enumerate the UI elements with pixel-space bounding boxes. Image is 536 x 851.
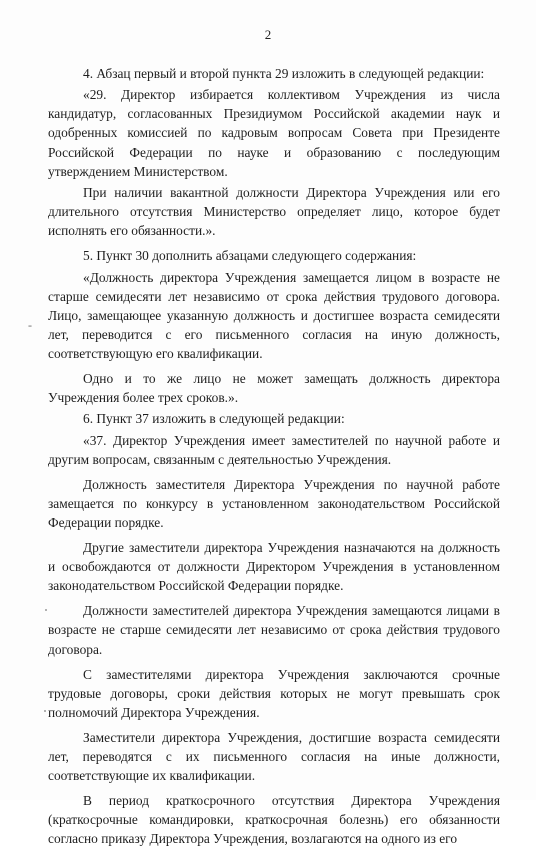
paragraph-clause-29: «29. Директор избирается коллективом Учреждения из числа кандидатур, согласованных Президиумом Российской академии наук и одобренных комиссией по кадровым вопросам Совета при Президенте Российской Федерации по науке и образованию с последующим утверждением Министерством. xyxy=(48,87,500,179)
paragraph-clause-37: «37. Директор Учреждения имеет заместителей по научной работе и другим вопросам, связанным с деятельностью Учреждения. xyxy=(48,432,500,467)
paragraph-item-6-heading: 6. Пункт 37 изложить в следующей редакции: xyxy=(83,411,345,427)
paragraph-absence: В период краткосрочного отсутствия Директора Учреждения (краткосрочные командировки, краткосрочная болезнь) его обязанности согласно приказу Директора Учреждения, возлагаются на одного из его xyxy=(48,793,500,847)
paragraph-deputy-competition: Должность заместителя Директора Учреждения по научной работе замещается по конкурсу в установленном законодательством Российской Федерации порядке. xyxy=(48,476,500,530)
paragraph-deputy-age: Должности заместителей директора Учреждения замещаются лицами в возрасте не старше семидесяти лет независимо от срока действия трудового договора. xyxy=(48,603,500,657)
paragraph-deputy-transfer: Заместители директора Учреждения, достигшие возраста семидесяти лет, переводятся с их письменного согласия на иные должности, соответствующие их квалификации. xyxy=(48,729,500,784)
document-body xyxy=(48,64,500,851)
paragraph-item-4-heading: 4. Абзац первый и второй пункта 29 изложить в следующей редакции: xyxy=(83,66,485,81)
paragraph-three-terms: Одно и то же лицо не может замещать должность директора Учреждения более трех сроков.». xyxy=(48,370,500,406)
scan-speck xyxy=(45,609,47,611)
page-number: 2 xyxy=(264,27,272,42)
paragraph-vacancy: При наличии вакантной должности Директора Учреждения или его длительного отсутствия Министерство определяет лицо, которое будет исполнять его обязанности.». xyxy=(48,184,500,239)
paragraph-director-age: «Должность директора Учреждения замещается лицом в возрасте не старше семидесяти лет независимо от срока действия трудового договора. Лицо, замещающее указанную должность и достигшее возраста семидесяти лет, переводится с его письменного согласия на иную должность, соответствующую его квалификации. xyxy=(48,269,500,361)
paragraph-other-deputies: Другие заместители директора Учреждения назначаются на должность и освобождаются от должности Директором Учреждения в установленном законодательством Российской Федерации порядке. xyxy=(48,540,500,594)
paragraph-item-5-heading: 5. Пункт 30 дополнить абзацами следующего содержания: xyxy=(83,248,417,264)
scan-speck xyxy=(44,710,46,712)
margin-mark: - xyxy=(28,318,32,332)
paragraph-fixed-term: С заместителями директора Учреждения заключаются срочные трудовые договоры, сроки действия которых не могут превышать срок полномочий Директора Учреждения. xyxy=(48,666,500,720)
